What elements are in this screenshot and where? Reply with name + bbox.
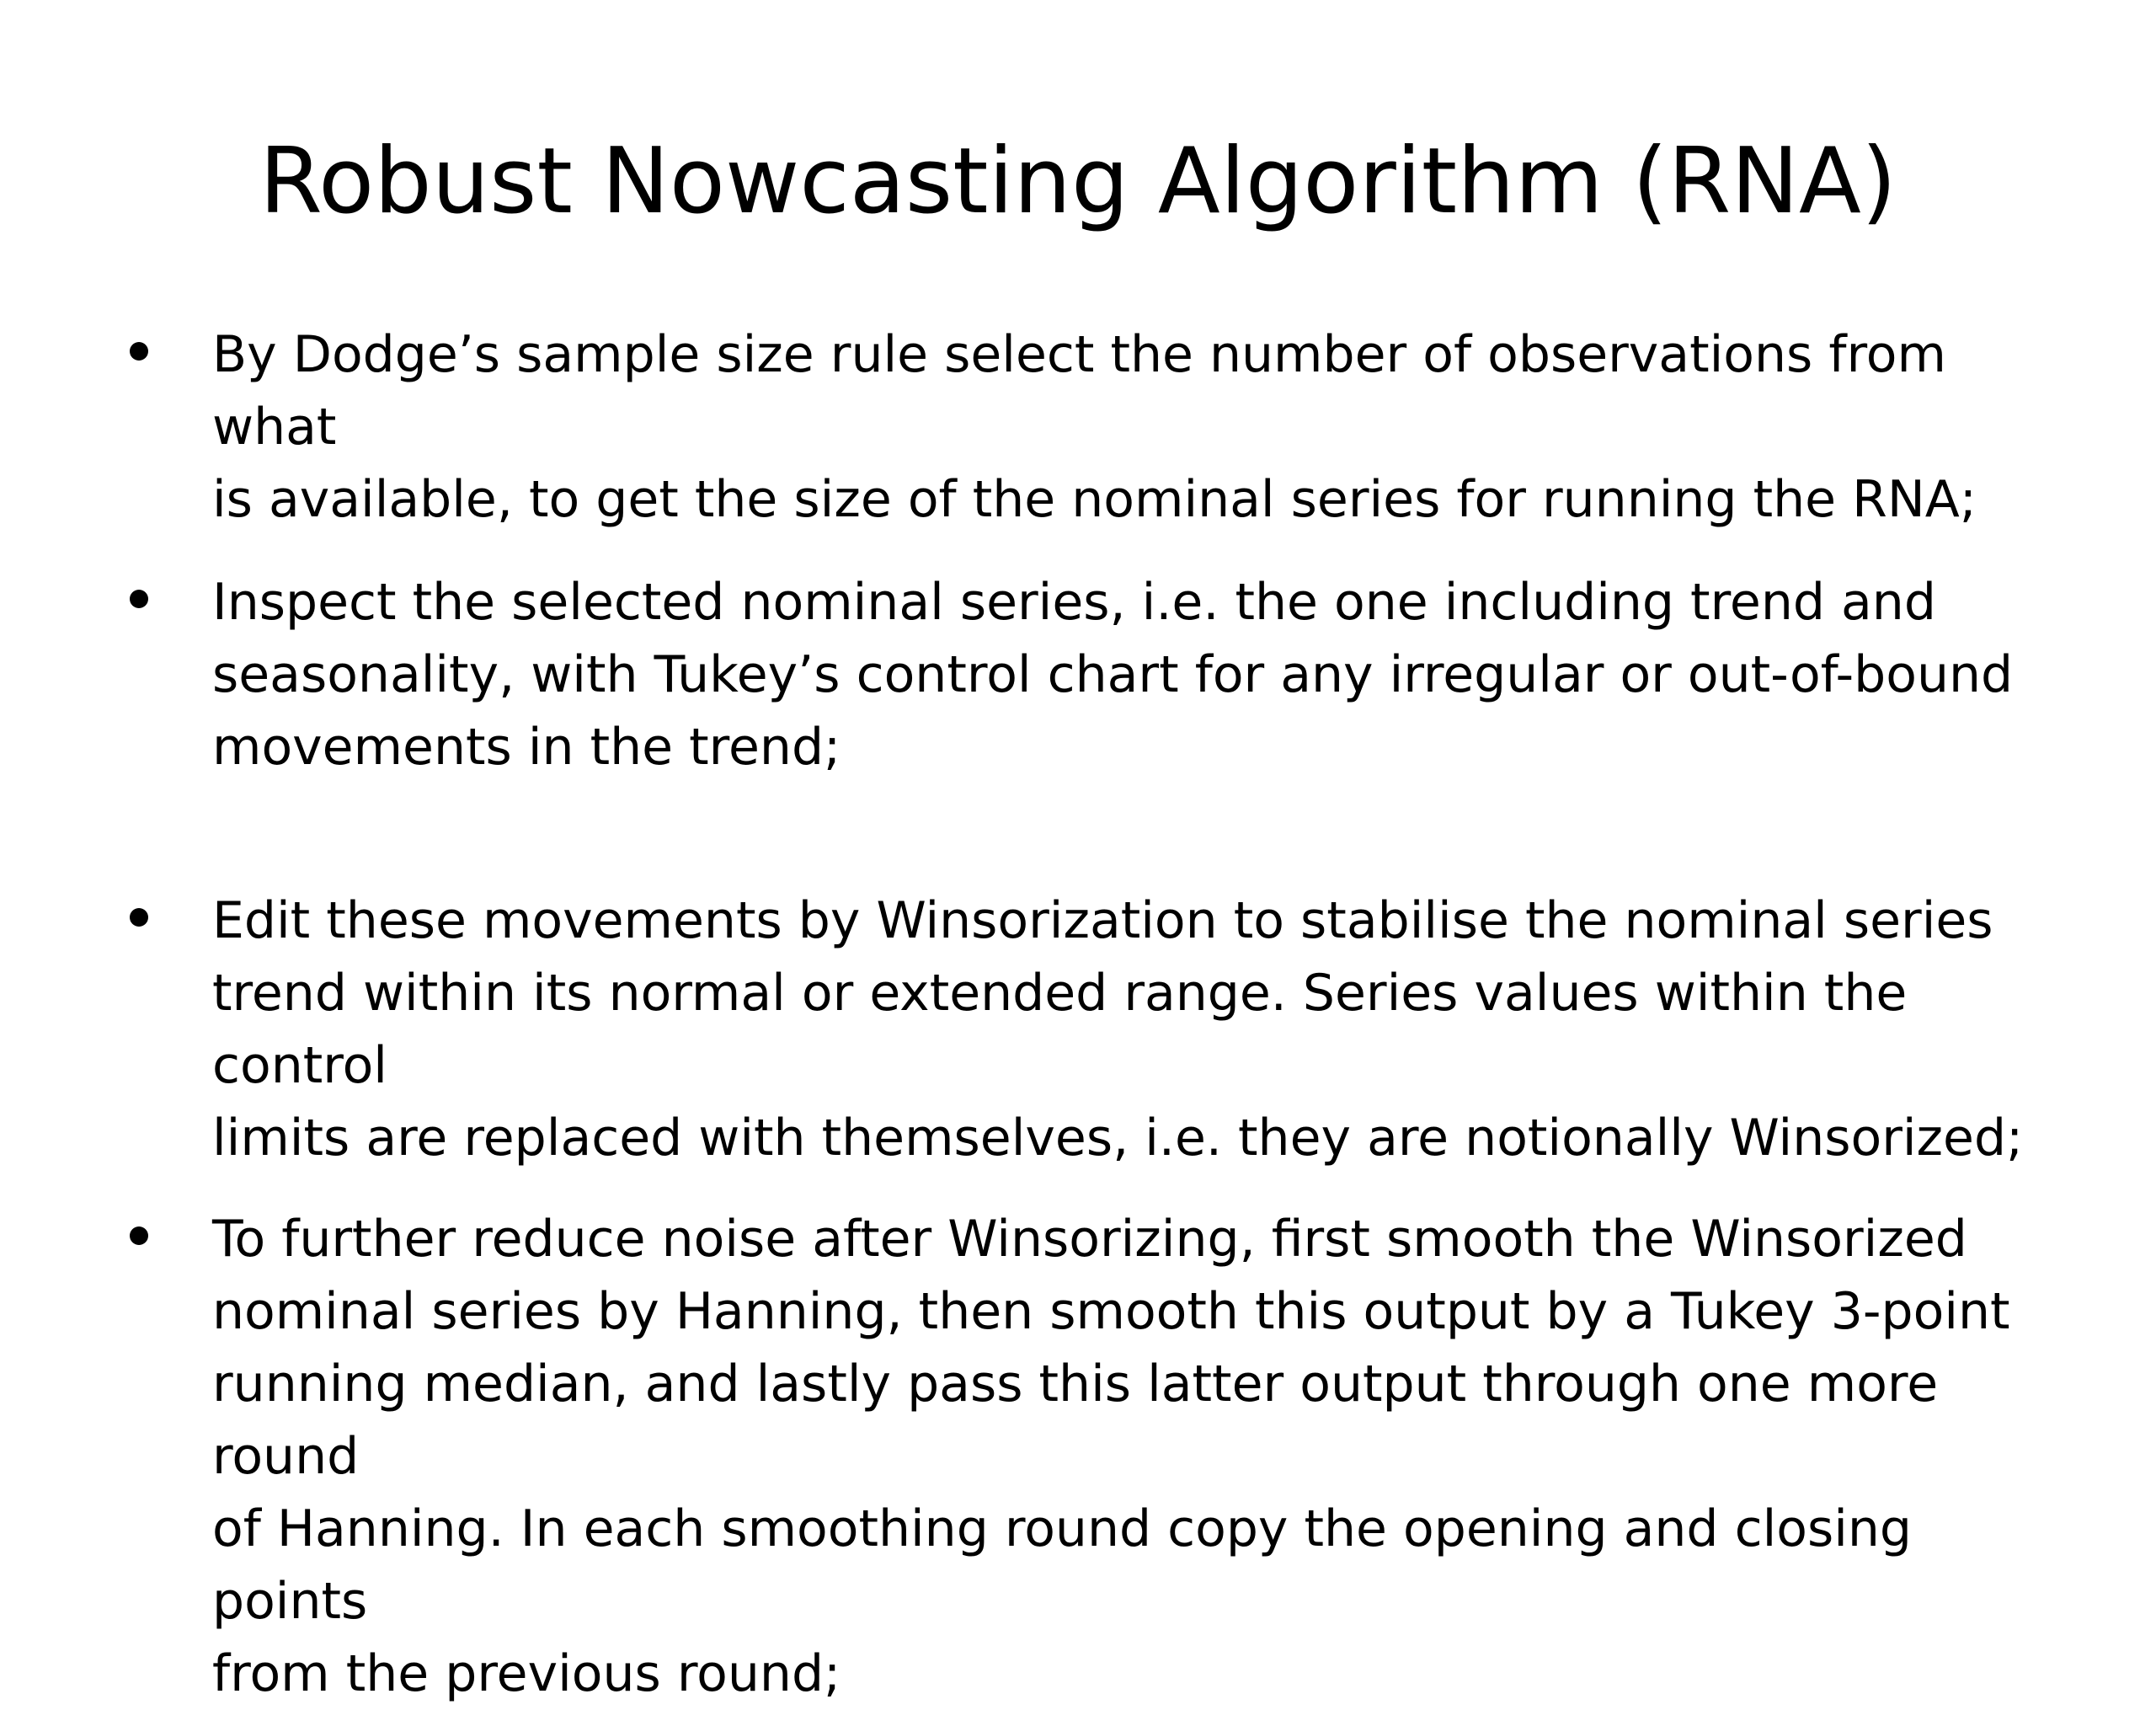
bullet-text: By Dodge’s sample size rule select the number of observations from what is available, to get the size of the nominal series for running the RNA; (212, 325, 1977, 529)
bullet-text: Edit these movements by Winsorization to stabilise the nominal series trend within its normal or extended range. Series values within the control limits are replaced with themselves, i.e. they are notionally Winsorized; (212, 891, 2024, 1168)
bullet-text: Inspect the selected nominal series, i.e. the one including trend and seasonality, with Tukey’s control chart for any irregular or out-of-bound movements in the trend; (212, 573, 2014, 777)
bullet-text: To further reduce noise after Winsorizing, first smooth the Winsorized nominal series by Hanning, then smooth this output by a Tukey 3-point running median, and lastly pass this latter output through one more round of Hanning. In each smoothing round copy the opening and closing points from the previous round; (212, 1210, 2010, 1703)
bullet-dot-icon (130, 342, 148, 361)
bullet-dot-icon (130, 590, 148, 608)
slide-title: Robust Nowcasting Algorithm (RNA) (259, 129, 1897, 234)
bullet-dot-icon (130, 908, 148, 927)
bullet-dot-icon (130, 1226, 148, 1245)
